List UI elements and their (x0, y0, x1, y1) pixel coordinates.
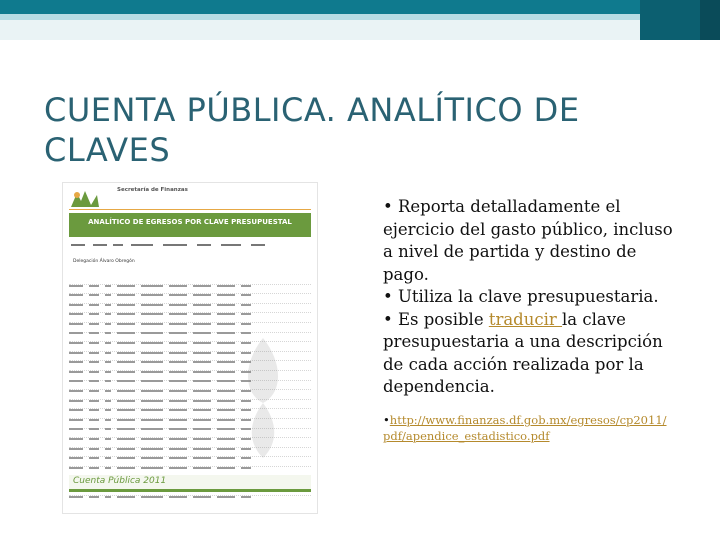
report-footer-band (69, 475, 311, 489)
report-row (69, 304, 311, 314)
bullet-item-3-suffix: la clave presupuestaria a una descripción de cada acción realizada por la dependencia. (383, 309, 663, 396)
top-light-stripe (0, 14, 640, 20)
report-column-headers (69, 240, 311, 254)
report-image (62, 182, 318, 514)
report-section-label: Delegación Álvaro Obregón (73, 259, 135, 264)
report-row (69, 313, 311, 323)
source-url-link[interactable]: http://www.finanzas.df.gob.mx/egresos/cp2011/pdf/apendice_estadistico.pdf (383, 413, 667, 443)
url-bullet: • (383, 413, 390, 427)
report-secretaria-text: Secretaría de Finanzas (117, 187, 188, 193)
traducir-link[interactable]: traducir (488, 309, 563, 329)
source-url (383, 412, 673, 444)
report-secretaria (117, 187, 188, 193)
watermark-emblem-icon (233, 333, 293, 463)
report-footer-rule (69, 489, 311, 492)
report-row (69, 275, 311, 285)
report-footer-title: Cuenta Pública 2011 (73, 476, 167, 486)
col-hdr-mark (71, 242, 271, 253)
bullet-item-1 (383, 196, 673, 286)
top-accent-bar (0, 0, 720, 14)
report-row (69, 323, 311, 333)
bullet-list (383, 196, 673, 399)
bullet-item-2 (383, 286, 673, 309)
report-section-line (69, 259, 311, 267)
top-decoration-band (0, 0, 720, 40)
slide-title-line-1: CUENTA PÚBLICA. ANALÍTICO DE (44, 91, 580, 129)
report-row (69, 294, 311, 304)
slide-title (44, 90, 604, 170)
report-orange-rule (69, 209, 311, 210)
top-right-dark-block (700, 0, 720, 40)
gdf-logo-icon (69, 187, 101, 211)
bullet-item-3-prefix: • Es posible (383, 309, 489, 329)
report-row (69, 285, 311, 295)
bullet-item-1-text: • Reporta detalladamente el ejercicio del gasto público, incluso a nivel de partida y destino de pago. (383, 197, 673, 284)
bullet-item-2-text: • Utiliza la clave presupuestaria. (383, 287, 659, 306)
bullet-item-3 (383, 309, 673, 399)
report-header-band (69, 213, 311, 237)
report-header-title: ANALÍTICO DE EGRESOS POR CLAVE PRESUPUESTAL (88, 218, 292, 226)
slide-title-line-2: CLAVES (44, 131, 171, 169)
